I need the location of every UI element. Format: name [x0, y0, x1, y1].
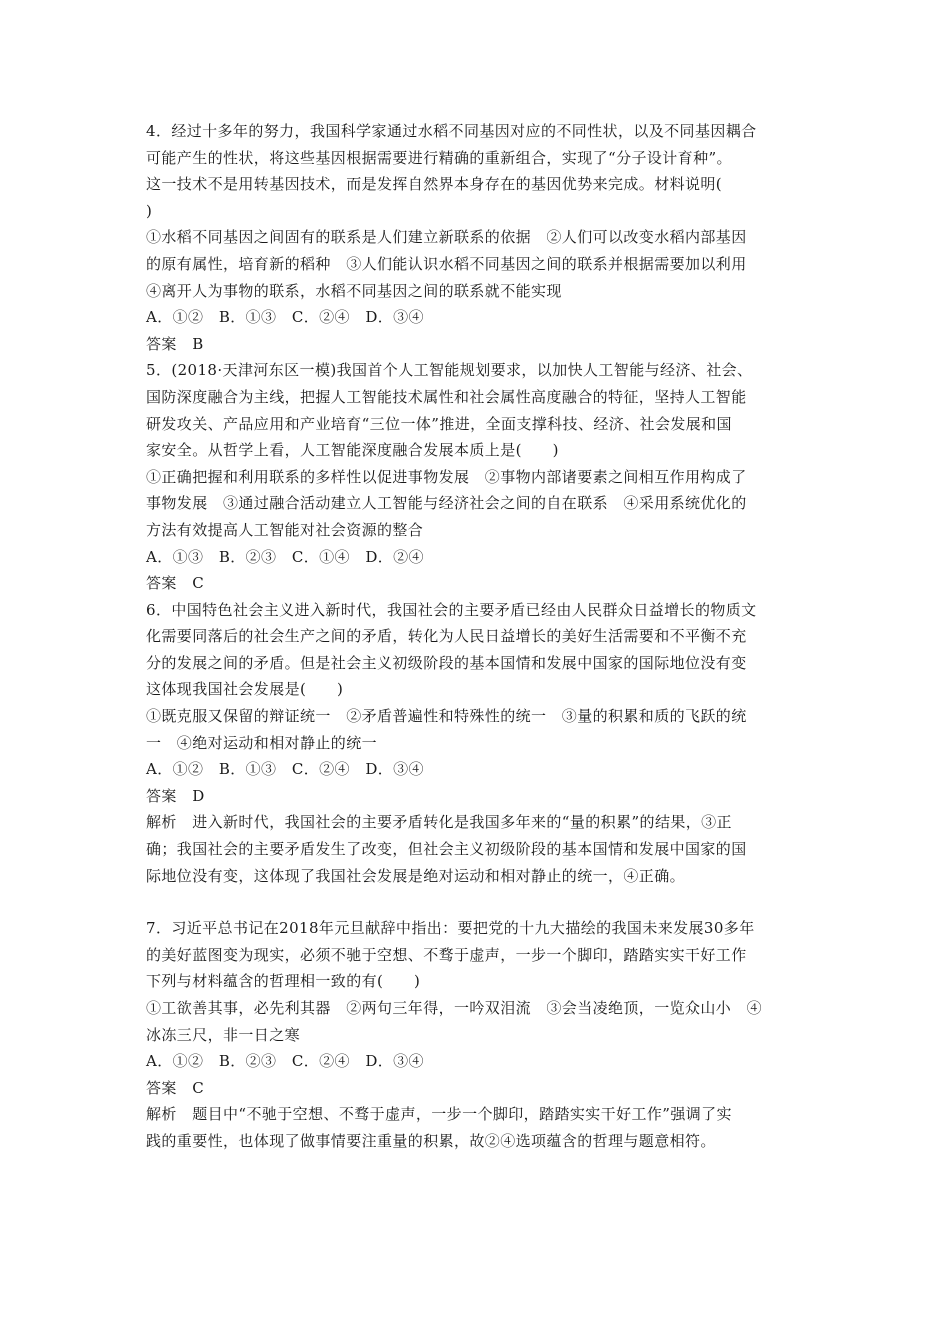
question-7 [146, 915, 814, 1154]
question-7-analysis-line-2: 践的重要性，也体现了做事情要注重量的积累，故②④选项蕴含的哲理与题意相符。 [146, 1131, 716, 1150]
question-4-stem-line-3: 这一技术不是用转基因技术，而是发挥自然界本身存在的基因优势来完成。材料说明( [146, 175, 723, 194]
question-6-options: A．①② B．①③ C．②④ D．③④ [146, 760, 424, 779]
question-7-analysis-line-1: 解析 题目中“不驰于空想、不骛于虚声，一步一个脚印，踏踏实实干好工作”强调了实 [146, 1105, 732, 1124]
question-5-options: A．①③ B．②③ C．①④ D．②④ [146, 547, 424, 566]
question-5-stem-line-3: 研发攻关、产品应用和产业培育“三位一体”推进，全面支撑科技、经济、社会发展和国 [146, 414, 732, 433]
question-5-statement-line-1: ①正确把握和利用联系的多样性以促进事物发展 ②事物内部诸要素之间相互作用构成了 [146, 467, 747, 486]
question-4-stem-line-1: 4．经过十多年的努力，我国科学家通过水稻不同基因对应的不同性状，以及不同基因耦合 [146, 122, 757, 140]
question-7-answer: 答案 C [146, 1078, 205, 1097]
question-4-answer: 答案 B [146, 334, 204, 353]
question-5-statement-line-3: 方法有效提高人工智能对社会资源的整合 [146, 520, 424, 539]
question-6-analysis-line-3: 际地位没有变，这体现了我国社会发展是绝对运动和相对静止的统一，④正确。 [146, 866, 686, 885]
question-6-statement-line-2: 一 ④绝对运动和相对静止的统一 [146, 733, 378, 752]
question-6-stem-line-3: 分的发展之间的矛盾。但是社会主义初级阶段的基本国情和发展中国家的国际地位没有变 [146, 653, 747, 672]
question-7-options: A．①② B．②③ C．②④ D．③④ [146, 1052, 424, 1071]
question-5-stem-line-4: 家安全。从哲学上看，人工智能深度融合发展本质上是( ) [146, 441, 559, 460]
question-4-options: A．①② B．①③ C．②④ D．③④ [146, 308, 424, 327]
question-6-stem-line-4: 这体现我国社会发展是( ) [146, 680, 344, 699]
question-6-stem-line-1: 6．中国特色社会主义进入新时代，我国社会的主要矛盾已经由人民群众日益增长的物质文 [146, 600, 757, 619]
question-6-analysis-line-2: 确；我国社会的主要矛盾发生了改变，但社会主义初级阶段的基本国情和发展中国家的国 [146, 840, 747, 859]
question-4-stem-line-4: ) [146, 201, 153, 220]
question-4-stem-line-2: 可能产生的性状，将这些基因根据需要进行精确的重新组合，实现了“分子设计育种”。 [146, 148, 732, 167]
question-5-statement-line-2: 事物发展 ③通过融合活动建立人工智能与经济社会之间的自在联系 ④采用系统优化的 [146, 494, 747, 513]
question-7-statement-line-2: 冰冻三尺，非一日之寒 [146, 1025, 301, 1044]
question-5-stem-line-1: 5．(2018·天津河东区一模)我国首个人工智能规划要求，以加快人工智能与经济、社会、 [146, 361, 753, 380]
question-4 [146, 118, 814, 357]
question-5-stem-line-2: 国防深度融合为主线，把握人工智能技术属性和社会属性高度融合的特征，坚持人工智能 [146, 387, 747, 406]
section-spacer [146, 889, 814, 915]
question-6 [146, 597, 814, 890]
question-7-statement-line-1: ①工欲善其事，必先利其器 ②两句三年得，一吟双泪流 ③会当凌绝顶，一览众山小 ④ [146, 999, 763, 1017]
question-6-answer: 答案 D [146, 786, 205, 805]
question-4-statement-line-3: ④离开人为事物的联系，水稻不同基因之间的联系就不能实现 [146, 281, 562, 300]
question-7-stem-line-3: 下列与材料蕴含的哲理相一致的有( ) [146, 972, 421, 991]
document-page [146, 118, 814, 1155]
question-4-statement-line-1: ①水稻不同基因之间固有的联系是人们建立新联系的依据 ②人们可以改变水稻内部基因 [146, 228, 747, 247]
question-5-answer: 答案 C [146, 574, 205, 593]
question-5 [146, 357, 814, 596]
question-6-statement-line-1: ①既克服又保留的辩证统一 ②矛盾普遍性和特殊性的统一 ③量的积累和质的飞跃的统 [146, 707, 747, 726]
question-7-stem-line-2: 的美好蓝图变为现实，必须不驰于空想、不骛于虚声，一步一个脚印，踏踏实实干好工作 [146, 945, 747, 964]
question-6-stem-line-2: 化需要同落后的社会生产之间的矛盾，转化为人民日益增长的美好生活需要和不平衡不充 [146, 627, 747, 646]
question-7-stem-line-1: 7．习近平总书记在2018年元旦献辞中指出：要把党的十九大描绘的我国未来发展30多年 [146, 919, 755, 938]
question-4-statement-line-2: 的原有属性，培育新的稻种 ③人们能认识水稻不同基因之间的联系并根据需要加以利用 [146, 254, 747, 273]
question-6-analysis-line-1: 解析 进入新时代，我国社会的主要矛盾转化是我国多年来的“量的积累”的结果，③正 [146, 813, 732, 832]
